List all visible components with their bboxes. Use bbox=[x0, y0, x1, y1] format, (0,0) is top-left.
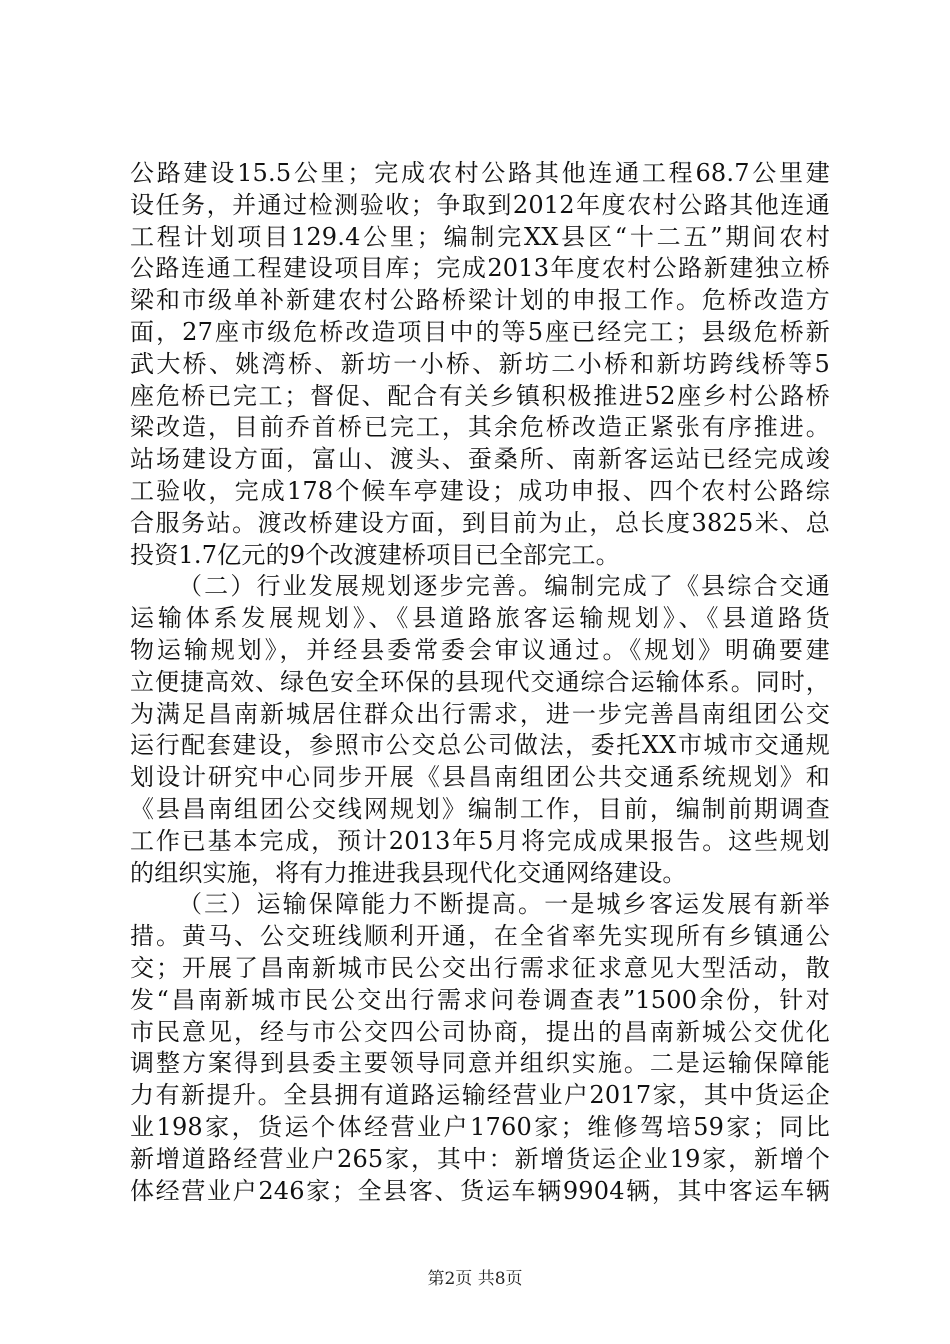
text-line: 投资1.7亿元的9个改渡建桥项目已全部完工。 bbox=[130, 540, 620, 569]
text-line: 工验收，完成178个候车亭建设；成功申报、四个农村公路综 bbox=[130, 476, 830, 505]
text-line: 市民意见，经与市公交四公司协商，提出的昌南新城公交优化 bbox=[130, 1017, 830, 1046]
text-line: 划设计研究中心同步开展《县昌南组团公共交通系统规划》和 bbox=[130, 763, 830, 792]
text-line: 的组织实施，将有力推进我县现代化交通网络建设。 bbox=[130, 858, 687, 887]
text-line: 面，27座市级危桥改造项目中的等5座已经完工；县级危桥新 bbox=[130, 317, 830, 346]
text-line: 交；开展了昌南新城市民公交出行需求征求意见大型活动，散 bbox=[130, 953, 830, 982]
text-line: 为满足昌南新城居住群众出行需求，进一步完善昌南组团公交 bbox=[130, 699, 830, 728]
text-line: 体经营业户246家；全县客、货运车辆9904辆，其中客运车辆 bbox=[130, 1176, 830, 1205]
text-line: （三）运输保障能力不断提高。一是城乡客运发展有新举 bbox=[178, 890, 830, 919]
text-line: 物运输规划》，并经县委常委会审议通过。《规划》明确要建 bbox=[130, 635, 830, 664]
text-line: 业198家，货运个体经营业户1760家；维修驾培59家；同比 bbox=[130, 1112, 830, 1141]
text-line: 站场建设方面，富山、渡头、蚕桑所、南新客运站已经完成竣 bbox=[130, 445, 830, 474]
text-line: 工作已基本完成，预计2013年5月将完成成果报告。这些规划 bbox=[130, 826, 830, 855]
page-number-footer: 第2页 共8页 bbox=[427, 1269, 523, 1289]
text-line: 立便捷高效、绿色安全环保的县现代交通综合运输体系。同时， bbox=[130, 667, 830, 696]
text-line: 梁改造，目前乔首桥已完工，其余危桥改造正紧张有序推进。 bbox=[130, 413, 830, 442]
text-line: 新增道路经营业户265家，其中：新增货运企业19家，新增个 bbox=[130, 1144, 830, 1173]
text-line: 工程计划项目129.4公里；编制完XX县区“十二五”期间农村 bbox=[130, 222, 830, 251]
text-line: 措。黄马、公交班线顺利开通，在全省率先实现所有乡镇通公 bbox=[130, 922, 830, 951]
text-line: 梁和市级单补新建农村公路桥梁计划的申报工作。危桥改造方 bbox=[130, 286, 830, 315]
text-line: 运行配套建设，参照市公交总公司做法，委托XX市城市交通规 bbox=[130, 731, 830, 760]
text-line: 公路连通工程建设项目库；完成2013年度农村公路新建独立桥 bbox=[130, 254, 830, 283]
text-line: 调整方案得到县委主要领导同意并组织实施。二是运输保障能 bbox=[130, 1049, 830, 1078]
text-line: 设任务，并通过检测验收；争取到2012年度农村公路其他连通 bbox=[130, 190, 830, 219]
text-line: （二）行业发展规划逐步完善。编制完成了《县综合交通 bbox=[178, 572, 830, 601]
text-line: 发“昌南新城市民公交出行需求问卷调查表”1500余份，针对 bbox=[130, 985, 830, 1014]
text-line: 合服务站。渡改桥建设方面，到目前为止，总长度3825米、总 bbox=[130, 508, 830, 537]
text-line: 运输体系发展规划》、《县道路旅客运输规划》、《县道路货 bbox=[130, 604, 830, 633]
text-line: 武大桥、姚湾桥、新坊一小桥、新坊二小桥和新坊跨线桥等5 bbox=[130, 349, 830, 378]
text-line: 力有新提升。全县拥有道路运输经营业户2017家，其中货运企 bbox=[130, 1081, 830, 1110]
document-body bbox=[130, 158, 830, 1207]
text-line: 座危桥已完工；督促、配合有关乡镇积极推进52座乡村公路桥 bbox=[130, 381, 830, 410]
text-line: 公路建设15.5公里；完成农村公路其他连通工程68.7公里建 bbox=[130, 159, 830, 187]
text-line: 《县昌南组团公交线网规划》编制工作，目前，编制前期调查 bbox=[130, 794, 830, 823]
